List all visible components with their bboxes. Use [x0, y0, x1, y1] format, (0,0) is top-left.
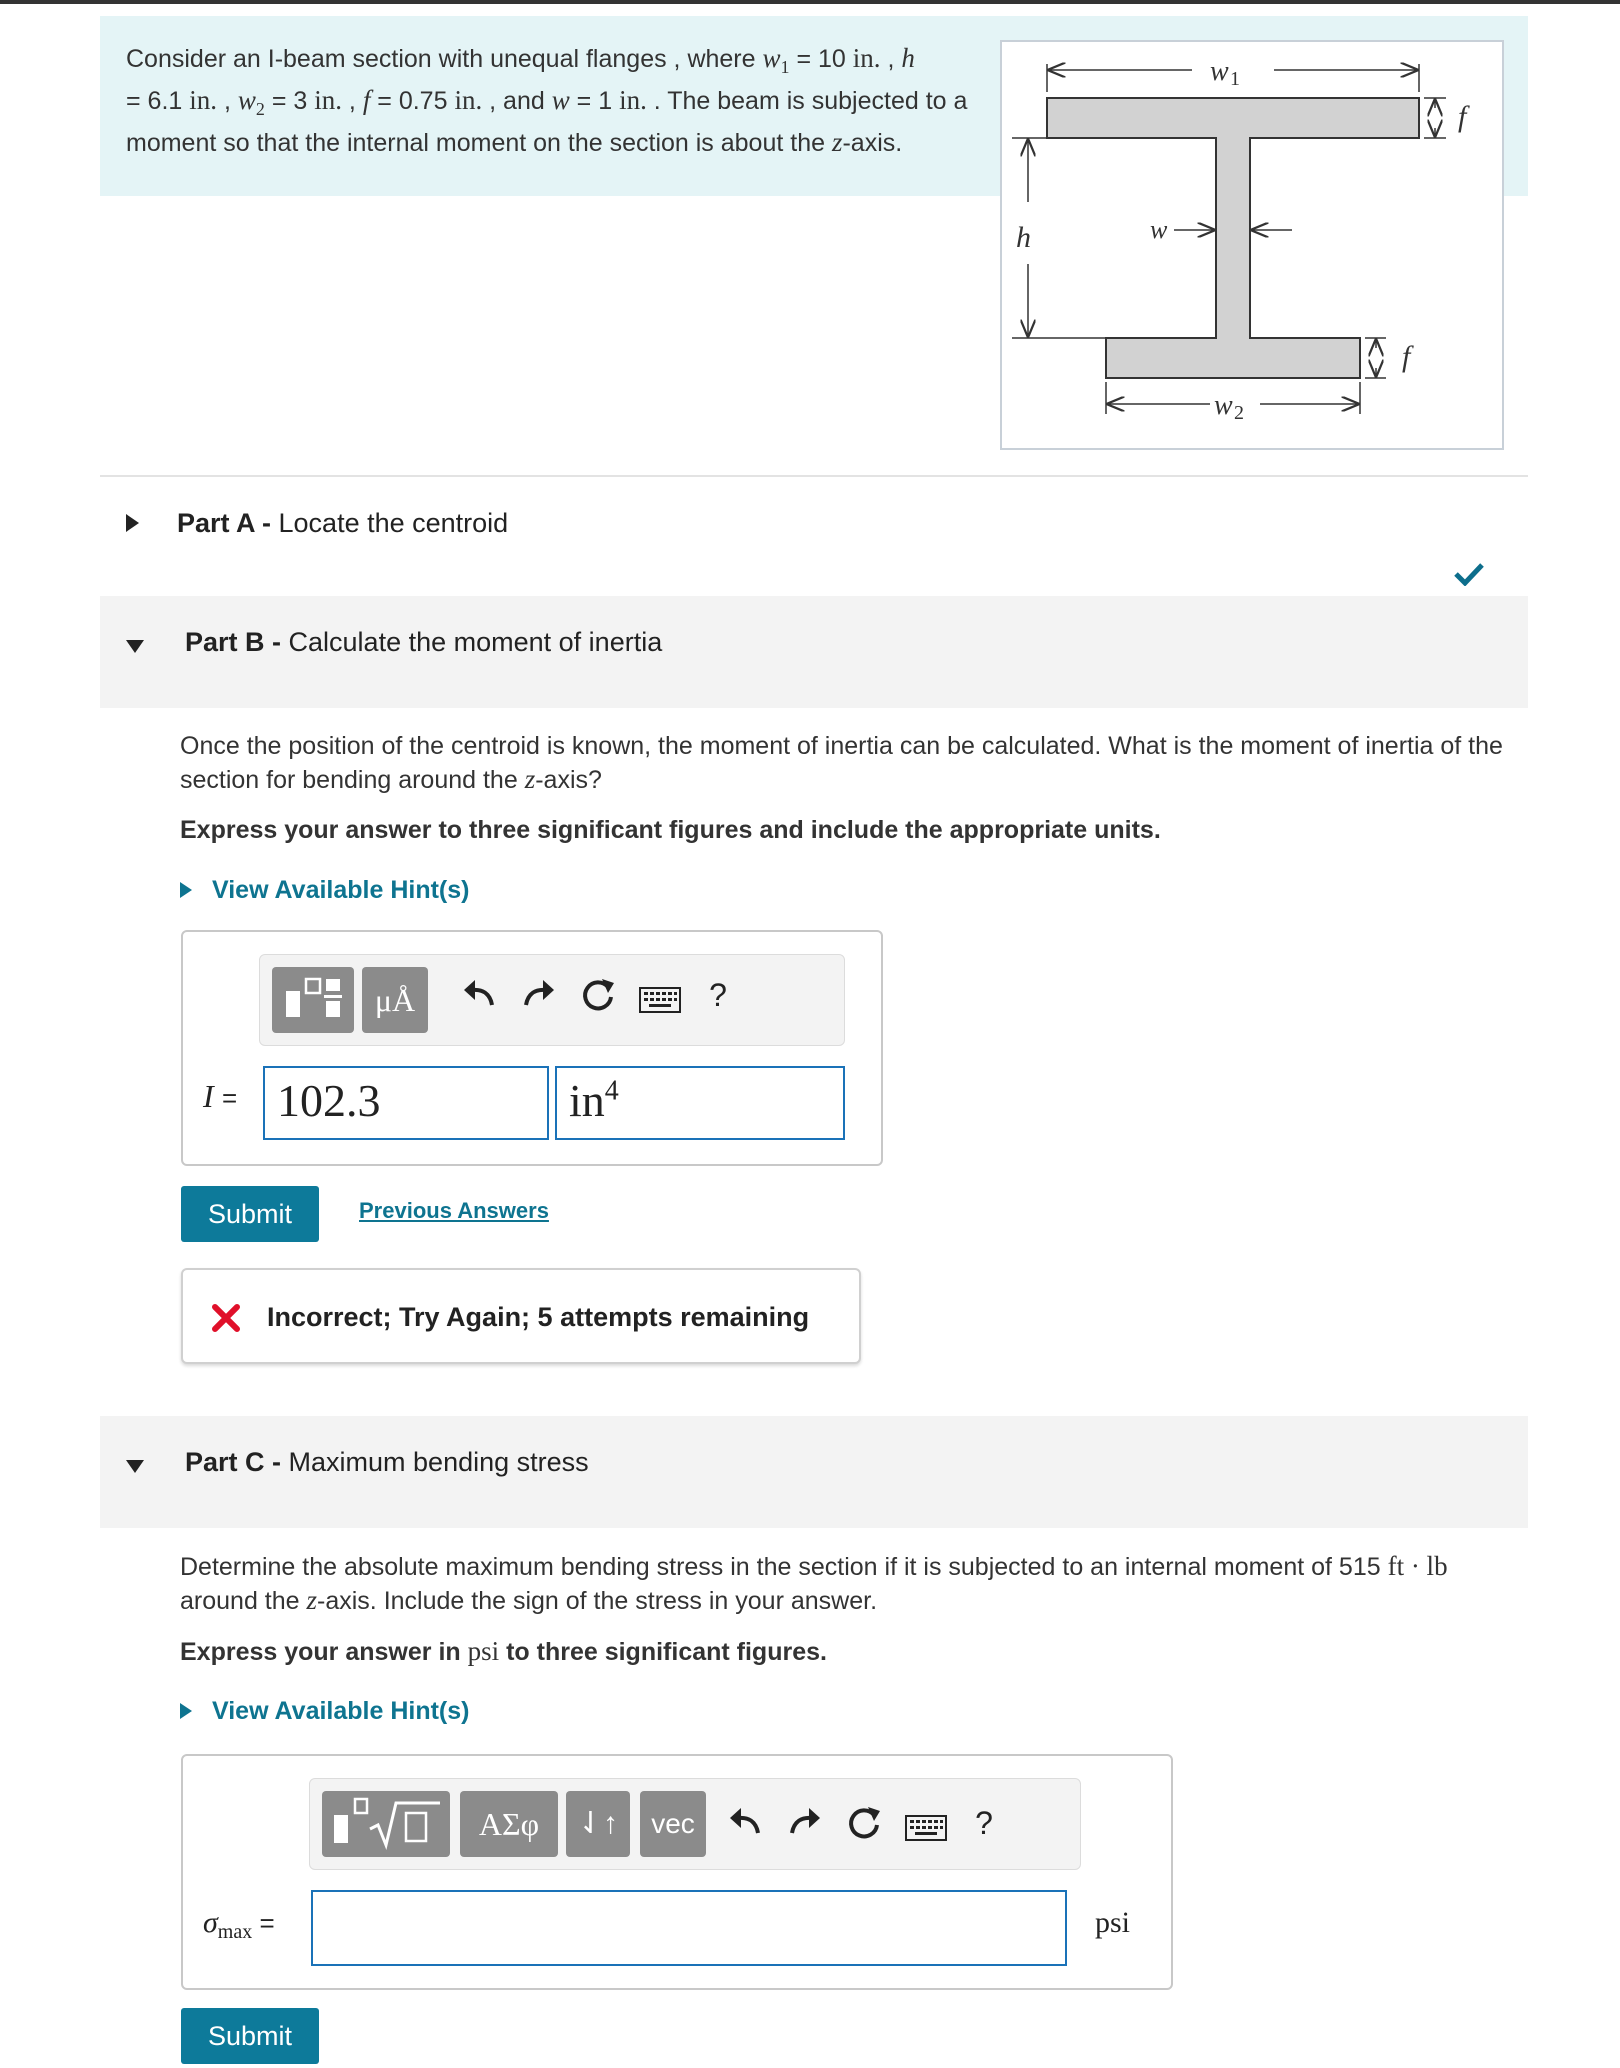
arrows-button[interactable]: ⇃↑: [566, 1791, 630, 1857]
var-label: $\sigma_{max}$ =: [203, 1906, 275, 1944]
collapse-down-icon: [126, 1460, 144, 1473]
help-button[interactable]: ?: [709, 977, 727, 1013]
templates-button[interactable]: [322, 1791, 450, 1857]
value-text: 102.3: [277, 1075, 381, 1126]
sqrt-template-icon: [322, 1791, 450, 1857]
label-w1: w: [1210, 56, 1229, 87]
incorrect-x-icon: [211, 1304, 241, 1332]
web: [1216, 138, 1250, 338]
label-w1-sub: 1: [1230, 68, 1240, 90]
label-h: h: [1016, 221, 1031, 254]
stress-value-input[interactable]: [311, 1890, 1067, 1966]
divider: [100, 475, 1528, 477]
label-w2: w: [1214, 390, 1233, 421]
checkmark-icon: [1454, 562, 1484, 586]
part-a-title: Part A - Locate the centroid: [177, 508, 509, 538]
label-f-bottom: f: [1402, 340, 1411, 373]
units-input[interactable]: [555, 1066, 845, 1140]
reset-icon[interactable]: [578, 975, 618, 1024]
part-c-question: Determine the absolute maximum bending stress in the section if it is subjected to an internal moment of 515 ft · lb around the z-axis. Include the sign of the stress in your answer.: [180, 1551, 1448, 1615]
hint-arrow-icon: [180, 1703, 192, 1719]
unit-label: psi: [1095, 1906, 1131, 1939]
collapse-right-icon: [126, 514, 139, 532]
redo-icon[interactable]: [784, 1803, 824, 1852]
units-button[interactable]: μÅ: [362, 967, 428, 1033]
part-b-answer-box: [181, 930, 883, 1166]
label-w2-sub: 2: [1234, 402, 1244, 424]
var-label: I =: [203, 1078, 238, 1114]
part-c-submit-button[interactable]: Submit: [181, 2008, 319, 2064]
part-a-header[interactable]: [100, 490, 1528, 558]
redo-icon[interactable]: [518, 975, 558, 1024]
part-b-header[interactable]: [100, 596, 1528, 708]
top-border: [0, 0, 1620, 4]
part-b-question: Once the position of the centroid is known, the moment of inertia can be calculated. What is the moment of inertia of the section for bending around the z-axis?: [180, 732, 1503, 794]
ibeam-diagram: [1002, 42, 1502, 448]
units-text: $in^4$: [569, 1075, 619, 1126]
ibeam-figure: [1000, 40, 1504, 450]
part-b-toolbar: [259, 954, 845, 1046]
vector-button[interactable]: vec: [640, 1791, 706, 1857]
templates-icon: [272, 967, 354, 1033]
part-b-title: Part B - Calculate the moment of inertia: [185, 627, 663, 657]
part-c-toolbar: [309, 1778, 1081, 1870]
help-button[interactable]: ?: [975, 1805, 993, 1841]
undo-icon[interactable]: [726, 1803, 766, 1852]
problem-statement: Consider an I-beam section with unequal flanges , where $w_1 = 10$ in. , h = 6.1 in. , $w_2 = 3$ in. , f = 0.75 in. , and w = 1 in. . The beam is subjected to a moment so that the internal moment on the section is about the z-axis.: [126, 43, 968, 157]
label-w: w: [1150, 215, 1168, 244]
feedback-box: [181, 1268, 861, 1364]
previous-answers-link[interactable]: Previous Answers: [359, 1198, 549, 1223]
part-c-hint-link[interactable]: View Available Hint(s): [180, 1697, 469, 1726]
part-b-hint-link[interactable]: View Available Hint(s): [180, 876, 469, 905]
reset-icon[interactable]: [844, 1803, 884, 1852]
label-f-top: f: [1458, 100, 1467, 133]
keyboard-icon[interactable]: [904, 1811, 948, 1850]
part-c-header[interactable]: [100, 1416, 1528, 1528]
undo-icon[interactable]: [460, 975, 500, 1024]
collapse-down-icon: [126, 640, 144, 653]
part-b-instruction: Express your answer to three significant figures and include the appropriate units.: [180, 816, 1161, 844]
feedback-text: Incorrect; Try Again; 5 attempts remaining: [267, 1302, 810, 1332]
hint-arrow-icon: [180, 882, 192, 898]
part-c-title: Part C - Maximum bending stress: [185, 1447, 589, 1477]
part-c-instruction: Express your answer in psi to three significant figures.: [180, 1636, 827, 1666]
bottom-flange: [1106, 338, 1360, 378]
keyboard-icon[interactable]: [638, 983, 682, 1022]
templates-button[interactable]: [272, 967, 354, 1033]
greek-symbols-button[interactable]: ΑΣφ: [460, 1791, 558, 1857]
part-c-answer-box: [181, 1754, 1173, 1990]
value-input[interactable]: [263, 1066, 549, 1140]
part-b-submit-button[interactable]: Submit: [181, 1186, 319, 1242]
top-flange: [1047, 98, 1419, 138]
